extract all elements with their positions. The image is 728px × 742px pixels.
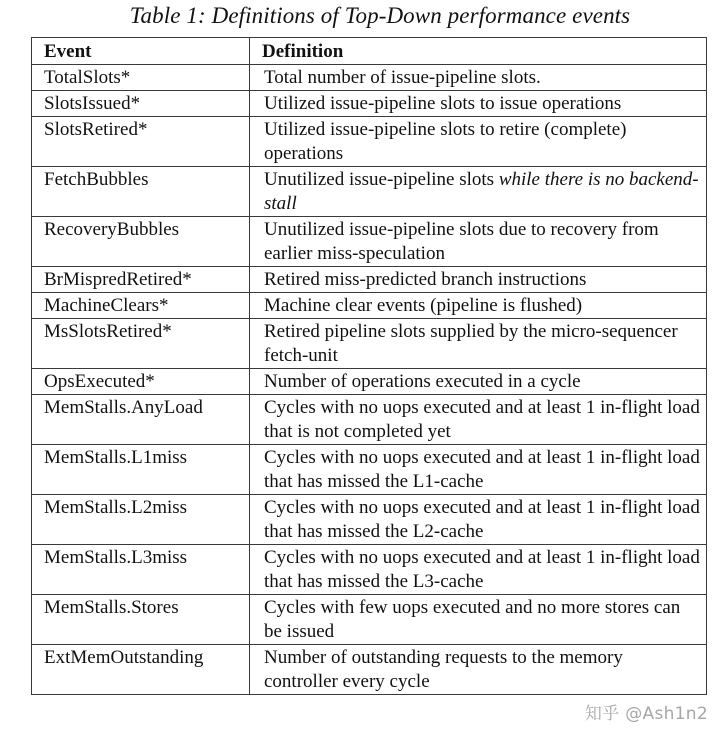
event-name-cell: SlotsRetired* [32, 117, 250, 167]
definition-text: Unutilized issue-pipeline slots [264, 169, 499, 190]
event-name-cell: MsSlotsRetired* [32, 319, 250, 369]
table-row [32, 495, 707, 545]
table-row [32, 65, 707, 91]
table-header-row [32, 38, 707, 65]
event-name-cell: MemStalls.Stores [32, 595, 250, 645]
definition-text: Machine clear events (pipeline is flushed) [264, 295, 583, 316]
definition-text: Cycles with no uops executed and at least 1 in-flight load that has missed the L3-cache [264, 547, 700, 592]
event-name-cell: FetchBubbles [32, 167, 250, 217]
definition-cell [250, 267, 707, 293]
table-body [32, 65, 707, 695]
event-name-cell: MemStalls.L3miss [32, 545, 250, 595]
definition-cell [250, 645, 707, 695]
event-name-cell: ExtMemOutstanding [32, 645, 250, 695]
definition-cell [250, 495, 707, 545]
definition-cell [250, 91, 707, 117]
table-row [32, 217, 707, 267]
event-name-cell: RecoveryBubbles [32, 217, 250, 267]
definition-text: Utilized issue-pipeline slots to issue operations [264, 93, 622, 114]
table-row [32, 117, 707, 167]
definition-text: Number of outstanding requests to the memory controller every cycle [264, 647, 623, 692]
definition-text: Total number of issue-pipeline slots. [264, 67, 541, 88]
definition-text: Unutilized issue-pipeline slots due to recovery from earlier miss-speculation [264, 219, 659, 264]
event-name-cell: MemStalls.L1miss [32, 445, 250, 495]
table-row [32, 91, 707, 117]
definition-cell [250, 217, 707, 267]
definition-cell [250, 395, 707, 445]
definition-text: Cycles with no uops executed and at least 1 in-flight load that has missed the L1-cache [264, 447, 700, 492]
header-definition: Definition [250, 38, 707, 65]
watermark: 知乎 @Ash1n2 [584, 704, 708, 724]
table-row [32, 595, 707, 645]
event-name-cell: BrMispredRetired* [32, 267, 250, 293]
definition-text: Cycles with no uops executed and at least 1 in-flight load that has missed the L2-cache [264, 497, 700, 542]
definition-cell [250, 369, 707, 395]
definition-text: Number of operations executed in a cycle [264, 371, 581, 392]
definition-cell [250, 595, 707, 645]
table-row [32, 645, 707, 695]
table-row [32, 293, 707, 319]
definition-emphasis: while there is no backend-stall [264, 169, 699, 214]
table-row [32, 395, 707, 445]
table-row [32, 319, 707, 369]
definition-cell [250, 117, 707, 167]
events-table [31, 37, 707, 695]
definition-cell [250, 545, 707, 595]
definition-text: Cycles with few uops executed and no more stores can be issued [264, 597, 681, 642]
definition-text: Utilized issue-pipeline slots to retire (complete) operations [264, 119, 627, 164]
table-row [32, 267, 707, 293]
definition-cell [250, 65, 707, 91]
event-name-cell: MachineClears* [32, 293, 250, 319]
table-row [32, 167, 707, 217]
definition-cell [250, 167, 707, 217]
header-event: Event [32, 38, 250, 65]
definition-text: Cycles with no uops executed and at least 1 in-flight load that is not completed yet [264, 397, 700, 442]
definition-cell [250, 445, 707, 495]
event-name-cell: SlotsIssued* [32, 91, 250, 117]
event-name-cell: OpsExecuted* [32, 369, 250, 395]
event-name-cell: TotalSlots* [32, 65, 250, 91]
definition-cell [250, 293, 707, 319]
table-row [32, 545, 707, 595]
event-name-cell: MemStalls.L2miss [32, 495, 250, 545]
definition-cell [250, 319, 707, 369]
event-name-cell: MemStalls.AnyLoad [32, 395, 250, 445]
table-caption: Table 1: Definitions of Top-Down performance events [129, 3, 631, 28]
table-row [32, 445, 707, 495]
table-row [32, 369, 707, 395]
definition-text: Retired miss-predicted branch instructions [264, 269, 587, 290]
definition-text: Retired pipeline slots supplied by the micro-sequencer fetch-unit [264, 321, 678, 366]
